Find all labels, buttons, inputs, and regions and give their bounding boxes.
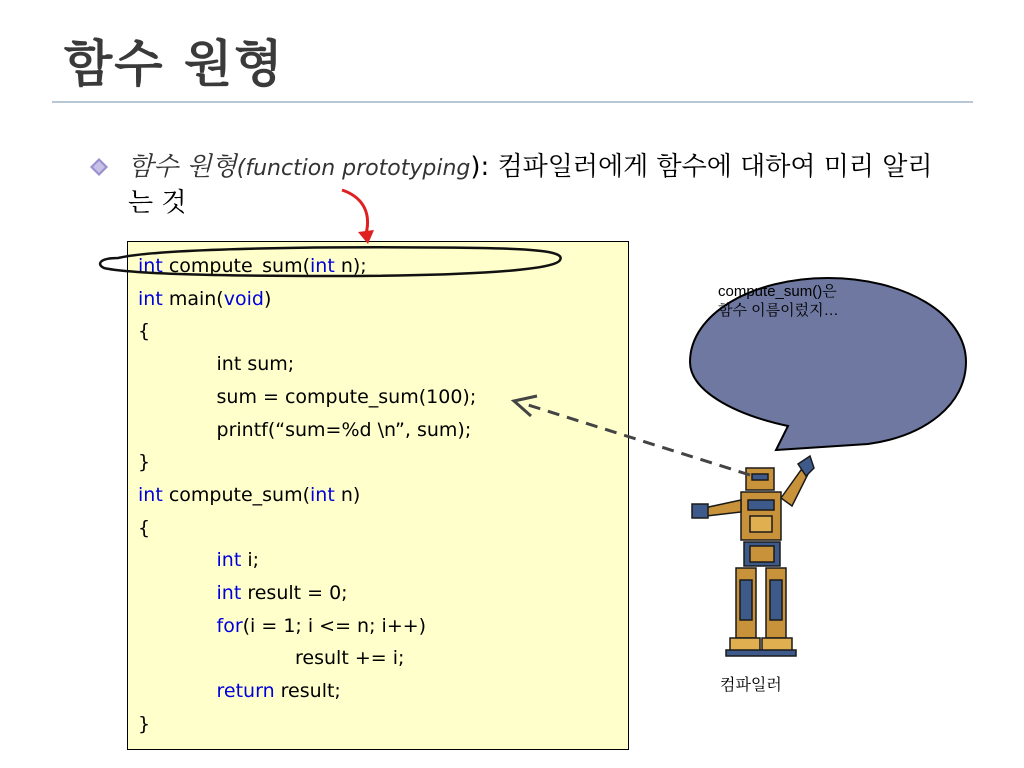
code-keyword: int (216, 549, 242, 572)
code-text: } (138, 451, 151, 474)
code-text: result += i; (138, 647, 405, 670)
code-line (138, 708, 150, 741)
code-text: int sum; (138, 353, 295, 376)
code-line (138, 512, 150, 545)
bullet-description-line1: 컴파일러에게 함수에 대하여 미리 알리 (497, 152, 933, 182)
code-keyword: return (216, 680, 275, 703)
code-text: } (138, 712, 151, 735)
code-line (138, 544, 259, 577)
code-keyword: int (310, 255, 335, 277)
robot-caption: 컴파일러 (720, 677, 782, 694)
code-line (138, 348, 294, 381)
code-text (138, 615, 217, 637)
code-line (138, 381, 476, 414)
term-korean: 함수 원형 (128, 152, 237, 182)
code-line (138, 675, 341, 708)
term-close-paren: ) (470, 152, 481, 182)
code-line (138, 479, 360, 512)
code-line (138, 446, 150, 479)
code-text: printf(“sum=%d \n”, sum); (138, 418, 472, 441)
code-line (138, 577, 348, 610)
diamond-bullet-icon (90, 158, 108, 176)
slide-title: 함수 원형 (64, 35, 285, 93)
code-text: compute_sum( (162, 483, 311, 506)
code-text: ) (263, 287, 272, 310)
code-line (138, 315, 150, 348)
bullet-description-line2: 는 것 (128, 188, 187, 218)
code-text: n); (334, 255, 367, 277)
code-text: main( (162, 287, 224, 310)
bubble-line1: compute_sum()은 (718, 283, 837, 300)
code-line (138, 250, 367, 283)
term-colon: : (480, 152, 498, 182)
title-divider (52, 101, 973, 103)
code-keyword: int (138, 255, 163, 277)
code-line (138, 414, 471, 447)
code-text: i; (241, 549, 260, 572)
code-text: compute_sum( (162, 255, 311, 277)
code-keyword: for (216, 614, 243, 637)
bullet-text (128, 150, 988, 220)
code-keyword: int (310, 483, 335, 506)
code-keyword: int (138, 483, 163, 506)
code-text (138, 680, 217, 702)
code-text: result = 0; (241, 582, 348, 604)
code-text: { (138, 320, 151, 343)
code-text: (i = 1; i <= n; i++) (242, 614, 427, 637)
code-keyword: int (216, 582, 242, 604)
robot-compiler-icon (686, 450, 826, 665)
code-line (138, 610, 426, 643)
speech-bubble-text (718, 282, 938, 320)
code-text: result; (274, 680, 341, 703)
code-keyword: void (223, 287, 264, 310)
code-keyword: int (138, 287, 163, 310)
code-line (138, 283, 271, 316)
code-text: sum = compute_sum(100); (138, 385, 477, 408)
code-text (138, 549, 217, 571)
code-text (138, 582, 217, 604)
code-line (138, 642, 404, 675)
bubble-line2: 함수 이름이렀지… (718, 302, 839, 319)
code-text: { (138, 516, 151, 539)
term-english: (function prototyping (236, 156, 471, 181)
code-text: n) (334, 483, 361, 506)
code-listing (127, 241, 629, 750)
